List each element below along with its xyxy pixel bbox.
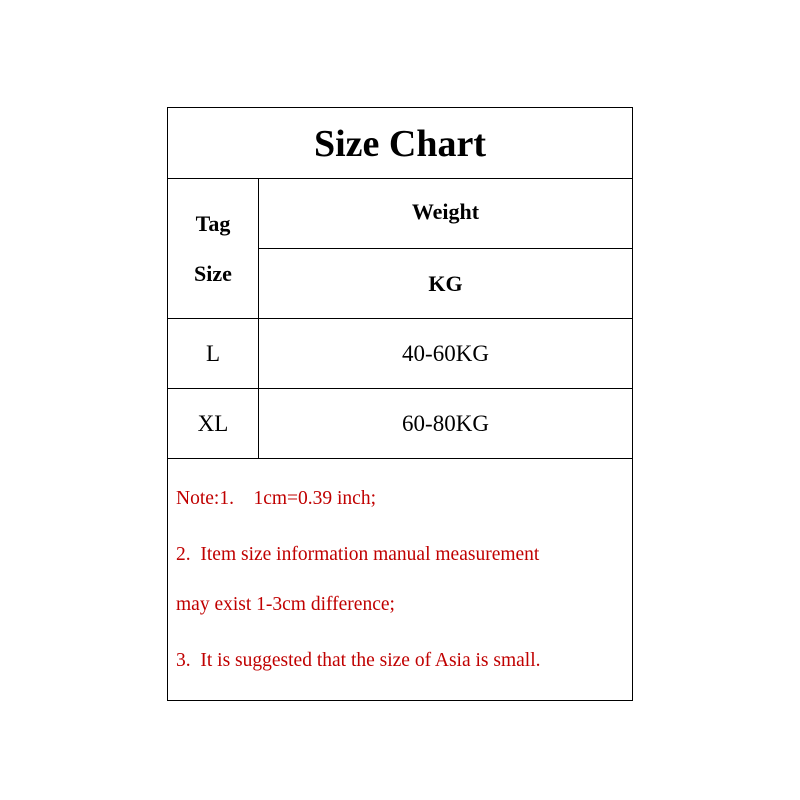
tag-size-header-cell xyxy=(168,179,259,319)
chart-title: Size Chart xyxy=(313,123,487,165)
weight-header-cell xyxy=(259,179,632,249)
weight-value: 40-60KG xyxy=(402,340,489,366)
size-chart-table xyxy=(167,107,633,701)
size-value: XL xyxy=(197,410,229,436)
size-value: L xyxy=(205,340,221,366)
size-label: Size xyxy=(194,261,232,286)
weight-label: Weight xyxy=(411,198,480,224)
table-row-weight-cell xyxy=(259,319,632,389)
note-line: may exist 1-3cm difference; xyxy=(176,594,395,615)
table-row-size-cell xyxy=(168,319,259,389)
note-line: Note:1. 1cm=0.39 inch; xyxy=(176,488,377,509)
tag-label: Tag xyxy=(195,211,231,236)
note-line: 3. It is suggested that the size of Asia is small. xyxy=(176,650,541,671)
notes-section xyxy=(168,459,632,700)
note-line: 2. Item size information manual measurement xyxy=(176,544,540,565)
unit-label: KG xyxy=(428,270,463,296)
unit-header-cell xyxy=(259,249,632,319)
title-row xyxy=(168,108,632,179)
weight-value: 60-80KG xyxy=(402,410,489,436)
table-row-size-cell xyxy=(168,389,259,459)
table-row-weight-cell xyxy=(259,389,632,459)
